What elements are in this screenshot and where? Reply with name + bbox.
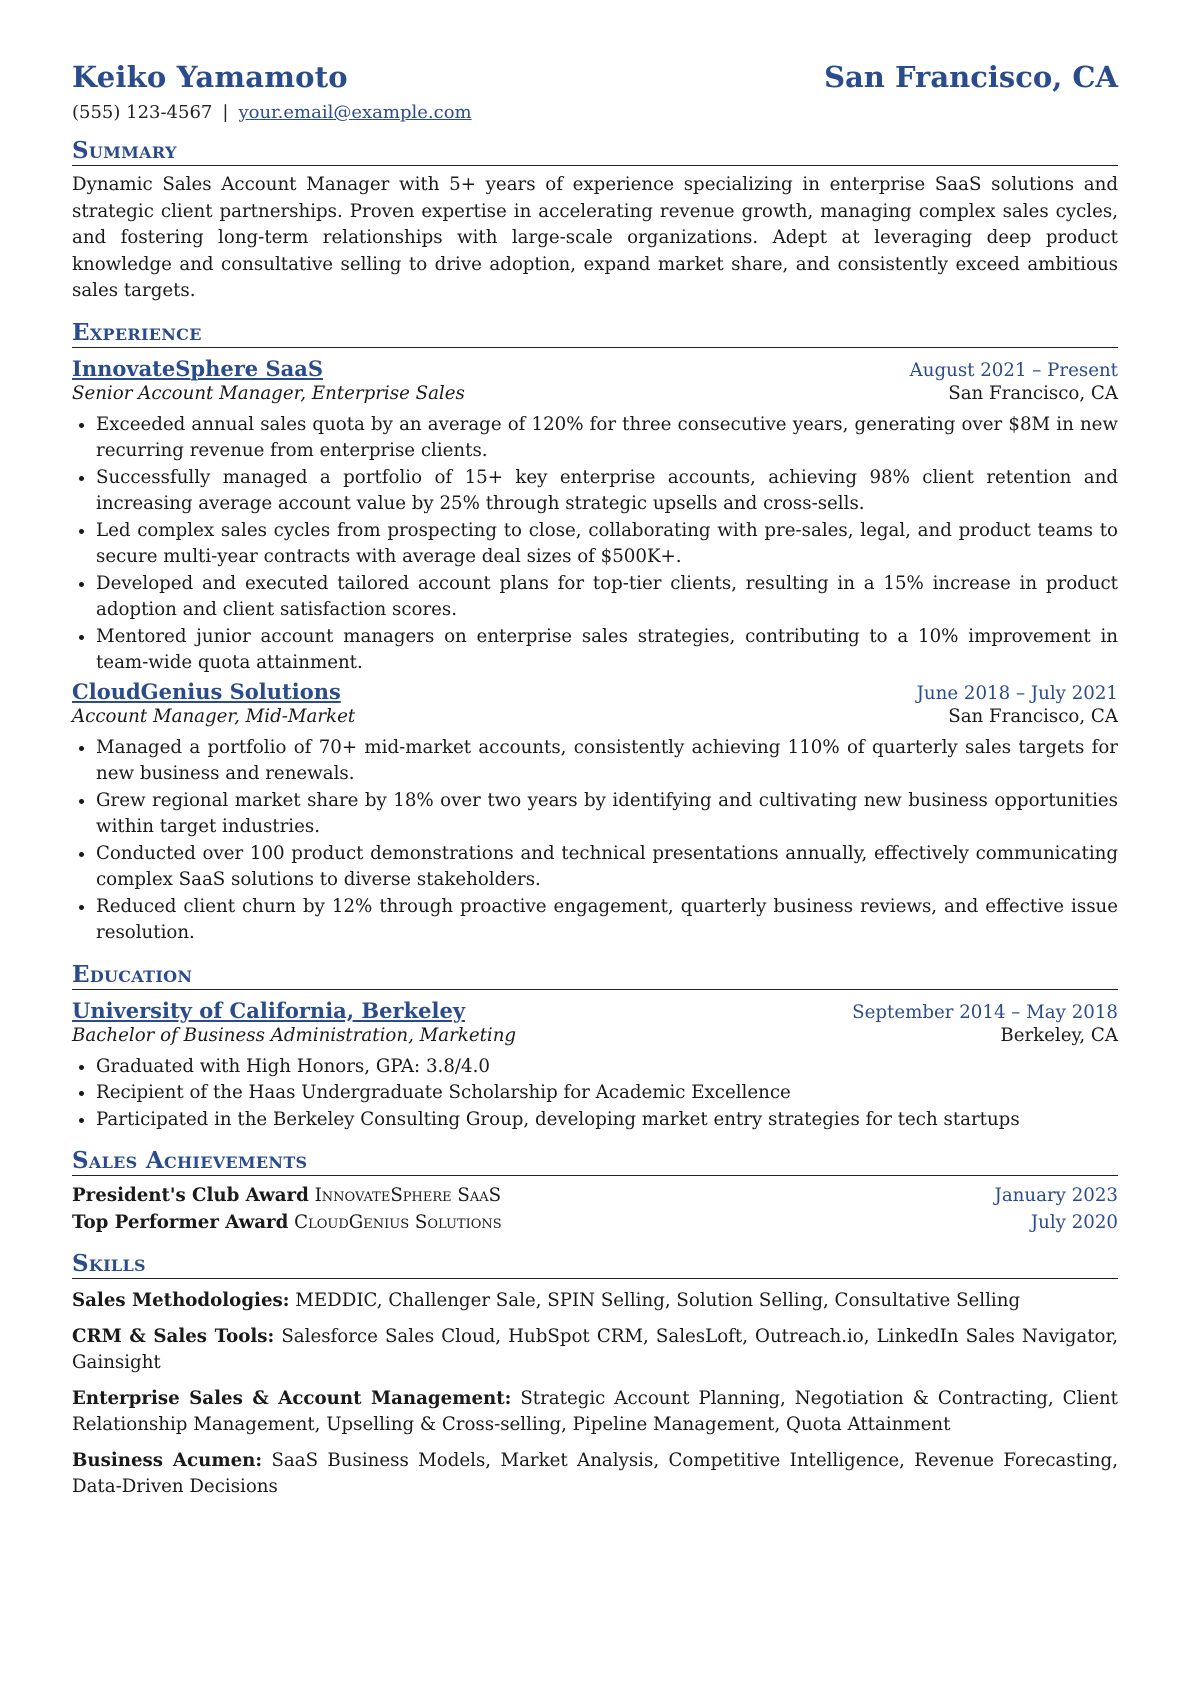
contact-separator: |: [222, 102, 229, 123]
skill-group: [72, 1324, 1118, 1377]
skill-values: SaaS Business Models, Market Analysis, Competitive Intelligence, Revenue Forecasting, Data-Driven Decisions: [72, 1449, 1118, 1497]
job-bullets: [72, 412, 1118, 677]
job-dates: August 2021 – Present: [909, 359, 1118, 381]
list-item: • Exceeded annual sales quota by an average of 120% for three consecutive years, generating over $8M in new recurring revenue from enterprise clients.: [96, 412, 1118, 465]
candidate-name: Keiko Yamamoto: [72, 60, 348, 94]
education-entry: [72, 998, 1118, 1134]
skill-group: [72, 1288, 1118, 1315]
list-item: • Conducted over 100 product demonstrations and technical presentations annually, effectively communicating complex SaaS solutions to diverse stakeholders.: [96, 841, 1118, 894]
skill-label: Enterprise Sales & Account Management:: [72, 1387, 512, 1409]
summary-text: Dynamic Sales Account Manager with 5+ years of experience specializing in enterprise SaaS solutions and strategic client partnerships. Proven expertise in accelerating revenue growth, managing complex sales cycles, and fostering long-term relationships with large-scale organizations. Adept at leveraging deep product knowledge and consultative selling to drive adoption, expand market share, and consistently exceed ambitious sales targets.: [72, 174, 1118, 301]
skill-label: Business Acumen:: [72, 1449, 263, 1471]
job-role: Account Manager, Mid-Market: [72, 705, 356, 727]
resume-header: [72, 60, 1118, 94]
email-link[interactable]: your.email@example.com: [238, 102, 472, 123]
education-bullets: [72, 1054, 1118, 1134]
skill-values: MEDDIC, Challenger Sale, SPIN Selling, Solution Selling, Consultative Selling: [295, 1290, 1021, 1311]
award-date: January 2023: [994, 1185, 1118, 1206]
list-item: • Reduced client churn by 12% through proactive engagement, quarterly business reviews, and effective issue resolution.: [96, 894, 1118, 947]
summary-heading: Summary: [72, 137, 1118, 166]
skill-label: Sales Methodologies:: [72, 1290, 290, 1311]
job-dates: June 2018 – July 2021: [916, 682, 1118, 704]
list-item: • Graduated with High Honors, GPA: 3.8/4.0: [96, 1054, 1118, 1081]
experience-heading: Experience: [72, 319, 1118, 348]
school-location: Berkeley, CA: [1000, 1024, 1118, 1046]
company-link[interactable]: InnovateSphere SaaS: [72, 355, 323, 381]
list-item: • Participated in the Berkeley Consulting Group, developing market entry strategies for tech startups: [96, 1107, 1118, 1134]
list-item: • Recipient of the Haas Undergraduate Scholarship for Academic Excellence: [96, 1080, 1118, 1107]
achievements-heading: Sales Achievements: [72, 1147, 1118, 1176]
job-location: San Francisco, CA: [948, 382, 1118, 404]
company-link[interactable]: CloudGenius Solutions: [72, 678, 341, 704]
skill-group: [72, 1386, 1118, 1439]
degree: Bachelor of Business Administration, Marketing: [72, 1024, 517, 1046]
skill-values: Strategic Account Planning, Negotiation & Contracting, Client Relationship Management, Upselling & Cross-selling, Pipeline Management, Quota Attainment: [72, 1387, 1118, 1435]
list-item: • Grew regional market share by 18% over two years by identifying and cultivating new business opportunities within target industries.: [96, 788, 1118, 841]
resume-page: [72, 60, 1118, 1501]
award-title: President's Club Award: [72, 1185, 309, 1206]
award-title: Top Performer Award: [72, 1212, 289, 1233]
job-entry: [72, 356, 1118, 677]
list-item: • Led complex sales cycles from prospecting to close, collaborating with pre-sales, legal, and product teams to secure multi-year contracts with average deal sizes of $500K+.: [96, 518, 1118, 571]
contact-line: [72, 102, 1118, 123]
award-org: InnovateSphere SaaS: [314, 1185, 502, 1206]
skill-values: Salesforce Sales Cloud, HubSpot CRM, SalesLoft, Outreach.io, LinkedIn Sales Navigator, Gainsight: [72, 1325, 1118, 1373]
award-date: July 2020: [1030, 1212, 1118, 1233]
list-item: • Managed a portfolio of 70+ mid-market accounts, consistently achieving 110% of quarterly sales targets for new business and renewals.: [96, 735, 1118, 788]
phone-number: (555) 123-4567: [72, 102, 213, 123]
achievement-item: [72, 1182, 1118, 1209]
candidate-location: San Francisco, CA: [824, 60, 1118, 94]
job-entry: [72, 679, 1118, 947]
education-dates: September 2014 – May 2018: [852, 1001, 1118, 1023]
skill-group: [72, 1448, 1118, 1501]
achievements-list: [72, 1182, 1118, 1236]
job-location: San Francisco, CA: [948, 705, 1118, 727]
job-role: Senior Account Manager, Enterprise Sales: [72, 382, 465, 404]
skills-heading: Skills: [72, 1250, 1118, 1279]
achievement-item: [72, 1209, 1118, 1236]
school-link[interactable]: University of California, Berkeley: [72, 997, 466, 1023]
award-org: CloudGenius Solutions: [294, 1212, 502, 1233]
job-bullets: [72, 735, 1118, 947]
education-heading: Education: [72, 961, 1118, 990]
list-item: • Developed and executed tailored account plans for top-tier clients, resulting in a 15% increase in product adoption and client satisfaction scores.: [96, 571, 1118, 624]
list-item: • Successfully managed a portfolio of 15+ key enterprise accounts, achieving 98% client retention and increasing average account value by 25% through strategic upsells and cross-sells.: [96, 465, 1118, 518]
skill-label: CRM & Sales Tools:: [72, 1325, 275, 1347]
list-item: • Mentored junior account managers on enterprise sales strategies, contributing to a 10% improvement in team-wide quota attainment.: [96, 624, 1118, 677]
